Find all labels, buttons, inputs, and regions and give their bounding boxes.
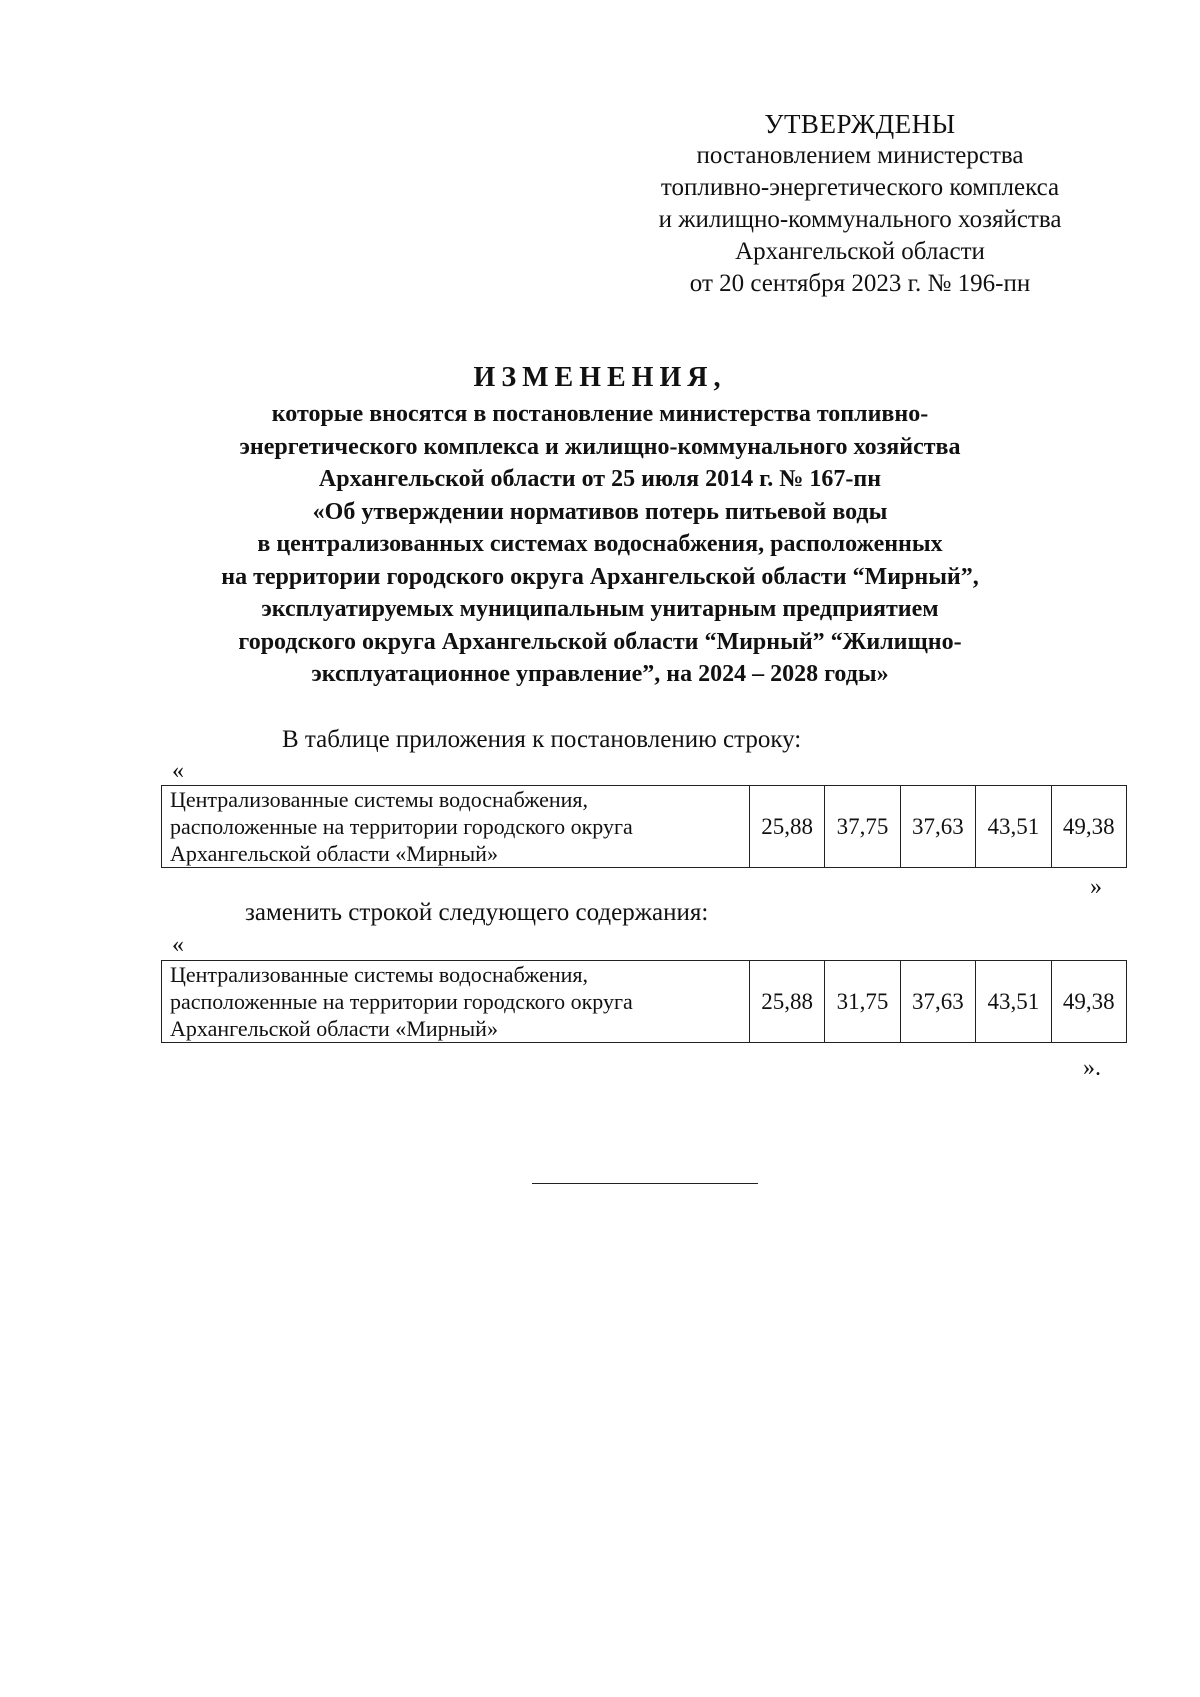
old-value-cell: 37,63: [900, 786, 975, 868]
approval-line: топливно-энергетического комплекса: [660, 174, 1060, 201]
document-subtitle: [140, 398, 1060, 691]
old-row-table: [161, 785, 1127, 868]
subtitle-line: городского округа Архангельской области “Мирный” “Жилищно-: [238, 628, 962, 655]
table-row: [162, 961, 1127, 1043]
close-quote-old: »: [1090, 874, 1102, 900]
replace-paragraph: заменить строкой следующего содержания:: [245, 899, 709, 926]
new-value-cell: 49,38: [1051, 961, 1126, 1043]
intro-paragraph: В таблице приложения к постановлению строку:: [282, 726, 802, 753]
close-quote-new: ».: [1083, 1055, 1101, 1081]
new-value-cell: 25,88: [749, 961, 824, 1043]
new-value-cell: 31,75: [825, 961, 900, 1043]
row-name-line: Централизованные системы водоснабжения,: [170, 962, 589, 987]
old-row-name-cell: [162, 786, 750, 868]
subtitle-line: эксплуатируемых муниципальным унитарным предприятием: [261, 596, 939, 622]
table-row: [162, 786, 1127, 868]
old-value-cell: 37,75: [825, 786, 900, 868]
old-value-cell: 43,51: [976, 786, 1051, 868]
approval-heading: УТВЕРЖДЕНЫ: [764, 109, 956, 139]
open-quote-old: «: [172, 758, 184, 784]
document-title: ИЗМЕНЕНИЯ,: [473, 362, 727, 393]
approval-line: и жилищно-коммунального хозяйства: [658, 206, 1062, 233]
subtitle-line: в централизованных системах водоснабжения, расположенных: [257, 531, 943, 557]
subtitle-line: Архангельской области от 25 июля 2014 г. № 167-пн: [318, 466, 882, 492]
row-name-line: расположенные на территории городского округа: [170, 814, 633, 839]
subtitle-line: энергетического комплекса и жилищно-коммунального хозяйства: [239, 433, 961, 460]
row-name-line: расположенные на территории городского округа: [170, 989, 633, 1014]
open-quote-new: «: [172, 932, 184, 958]
row-name-line: Архангельской области «Мирный»: [170, 1016, 498, 1041]
old-value-cell: 25,88: [749, 786, 824, 868]
approval-line: постановлением министерства: [696, 142, 1024, 169]
new-value-cell: 37,63: [900, 961, 975, 1043]
subtitle-line: на территории городского округа Архангельской области “Мирный”,: [221, 563, 979, 590]
approval-date-line: от 20 сентября 2023 г. № 196-пн: [689, 270, 1031, 297]
new-value-cell: 43,51: [976, 961, 1051, 1043]
new-row-name-cell: [162, 961, 750, 1043]
approval-block: [600, 108, 1120, 300]
subtitle-line: которые вносятся в постановление министерства топливно-: [271, 401, 929, 427]
document-title-block: [140, 360, 1060, 691]
subtitle-line: «Об утверждении нормативов потерь питьевой воды: [312, 498, 888, 525]
new-row-table: [161, 960, 1127, 1043]
subtitle-line: эксплуатационное управление”, на 2024 – 2028 годы»: [311, 661, 889, 687]
row-name-line: Архангельской области «Мирный»: [170, 841, 498, 866]
approval-line: Архангельской области: [735, 238, 985, 265]
end-divider: [532, 1183, 758, 1184]
row-name-line: Централизованные системы водоснабжения,: [170, 787, 589, 812]
old-value-cell: 49,38: [1051, 786, 1126, 868]
